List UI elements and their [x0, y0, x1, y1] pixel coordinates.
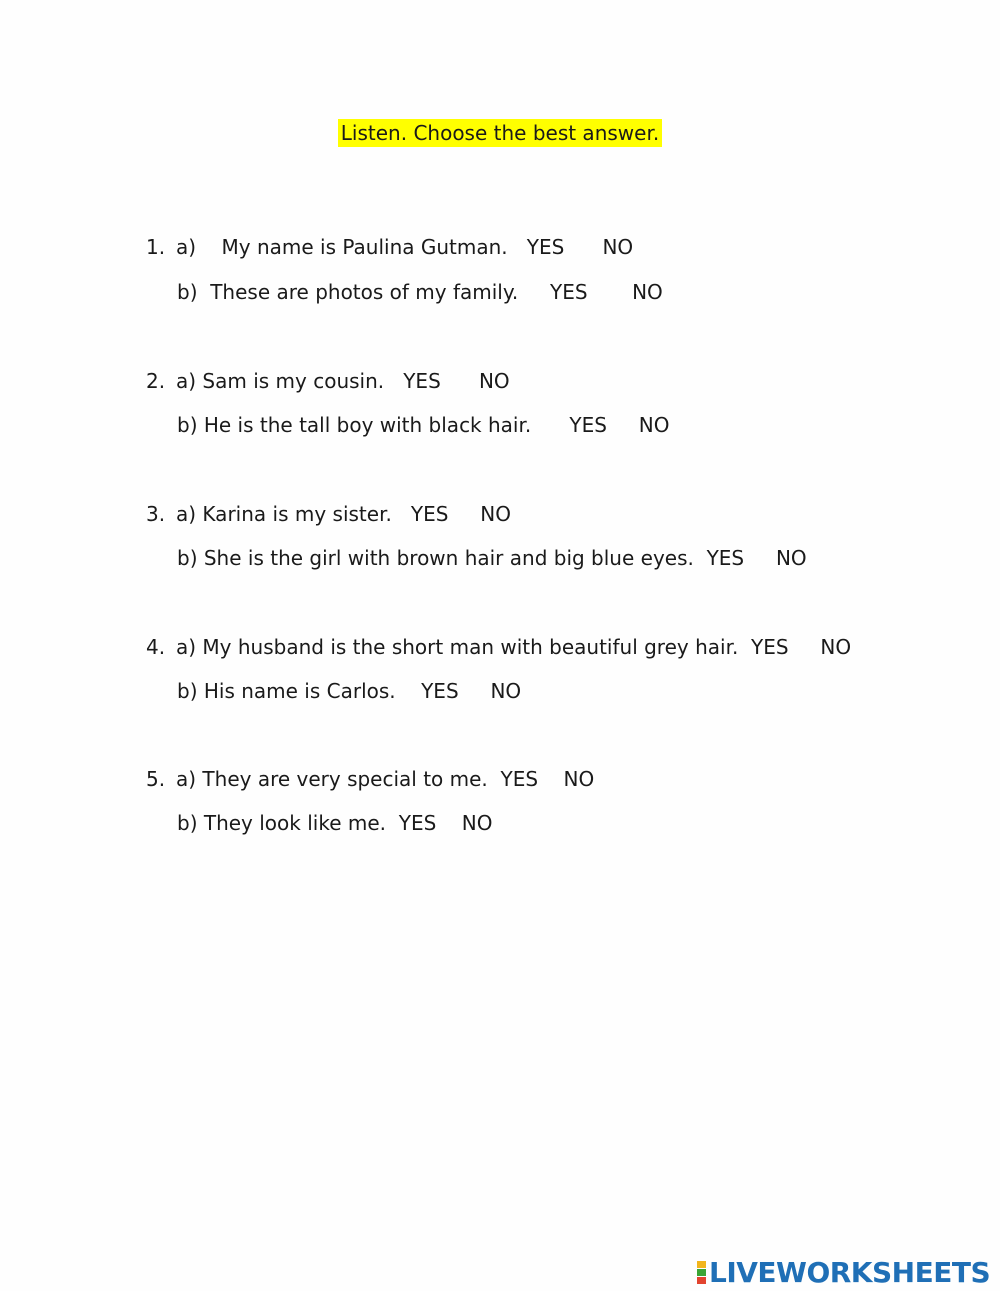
- statement-text: Sam is my cousin.: [202, 369, 385, 393]
- no-choice[interactable]: NO: [480, 502, 511, 526]
- no-choice[interactable]: NO: [632, 280, 663, 304]
- option-label: b): [177, 811, 198, 835]
- option-label: a): [176, 235, 197, 259]
- question-2b: [177, 411, 669, 439]
- no-choice[interactable]: NO: [820, 635, 852, 659]
- yes-choice[interactable]: YES: [398, 811, 437, 835]
- no-choice[interactable]: NO: [638, 413, 670, 437]
- question-4b: [177, 677, 521, 705]
- logo-blocks-icon: [697, 1261, 706, 1284]
- statement-text: They are very special to me.: [202, 767, 488, 791]
- question-number: 2.: [146, 369, 166, 393]
- no-choice[interactable]: NO: [602, 235, 634, 259]
- worksheet-title: [0, 118, 1000, 148]
- yes-choice[interactable]: YES: [410, 502, 449, 526]
- statement-text: He is the tall boy with black hair.: [203, 413, 532, 437]
- yes-choice[interactable]: YES: [569, 413, 607, 437]
- statement-text: My name is Paulina Gutman.: [221, 235, 508, 259]
- statement-text: His name is Carlos.: [203, 679, 396, 703]
- no-choice[interactable]: NO: [563, 767, 595, 791]
- statement-text: She is the girl with brown hair and big blue eyes.: [203, 546, 694, 570]
- no-choice[interactable]: NO: [490, 679, 522, 703]
- yes-choice[interactable]: YES: [751, 635, 789, 659]
- question-number: 1.: [146, 235, 166, 259]
- yes-choice[interactable]: YES: [706, 546, 745, 570]
- option-label: a): [176, 369, 197, 393]
- option-label: a): [176, 502, 197, 526]
- option-label: b): [177, 546, 198, 570]
- question-number: 4.: [146, 635, 166, 659]
- statement-text: These are photos of my family.: [210, 280, 519, 304]
- no-choice[interactable]: NO: [478, 369, 510, 393]
- question-5a: [146, 765, 594, 793]
- question-2a: [146, 367, 510, 395]
- option-label: a): [176, 767, 197, 791]
- question-3a: [146, 500, 511, 528]
- question-1b: [177, 278, 663, 306]
- statement-text: My husband is the short man with beautiful grey hair.: [202, 635, 739, 659]
- question-3b: [177, 544, 807, 572]
- yes-choice[interactable]: YES: [421, 679, 459, 703]
- yes-choice[interactable]: YES: [500, 767, 539, 791]
- option-label: b): [177, 679, 198, 703]
- brand-name: LIVEWORKSHEETS: [709, 1255, 991, 1289]
- yes-choice[interactable]: YES: [550, 280, 588, 304]
- title-text: Listen. Choose the best answer.: [338, 119, 662, 147]
- question-number: 3.: [146, 502, 166, 526]
- option-label: a): [176, 635, 197, 659]
- statement-text: They look like me.: [203, 811, 387, 835]
- option-label: b): [177, 413, 198, 437]
- yes-choice[interactable]: YES: [526, 235, 565, 259]
- liveworksheets-logo: [697, 1255, 990, 1289]
- statement-text: Karina is my sister.: [202, 502, 392, 526]
- yes-choice[interactable]: YES: [403, 369, 441, 393]
- no-choice[interactable]: NO: [775, 546, 807, 570]
- question-number: 5.: [146, 767, 166, 791]
- question-1a: [146, 233, 633, 261]
- question-5b: [177, 809, 492, 837]
- no-choice[interactable]: NO: [461, 811, 493, 835]
- option-label: b): [177, 280, 198, 304]
- question-4a: [146, 633, 851, 661]
